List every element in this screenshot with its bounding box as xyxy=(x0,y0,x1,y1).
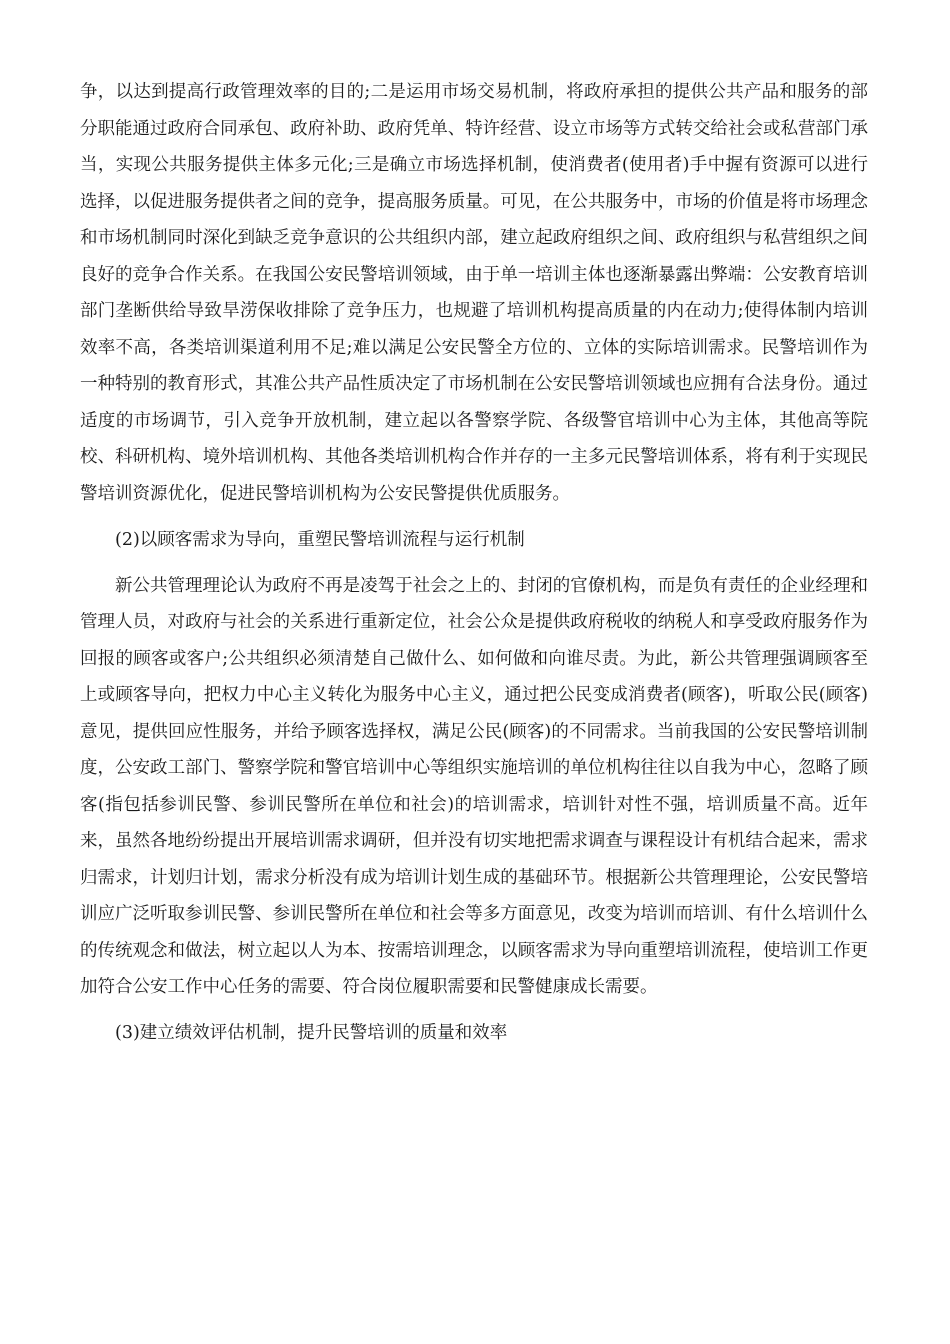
section-heading-2: (2)以顾客需求为导向，重塑民警培训流程与运行机制 xyxy=(115,529,525,550)
section-heading-3: (3)建立绩效评估机制，提升民警培训的质量和效率 xyxy=(115,1023,508,1043)
body-paragraph: 新公共管理理论认为政府不再是凌驾于社会之上的、封闭的官僚机构，而是负有责任的企业经理和管理人员，对政府与社会的关系进行重新定位，社会公众是提供政府税收的纳税人和享受政府服务作为回报的顾客或客户;公共组织必须清楚自己做什么、如何做和向谁尽责。为此，新公共管理强调顾客至上或顾客导向，把权力中心主义转化为服务中心主义，通过把公民变成消费者(顾客)，听取公民(顾客)意见，提供回应性服务，并给予顾客选择权，满足公民(顾客)的不同需求。当前我国的公安民警培训制度，公安政工部门、警察学院和警官培训中心等组织实施培训的单位机构往往以自我为中心，忽略了顾客(指包括参训民警、参训民警所在单位和社会)的培训需求，培训针对性不强，培训质量不高。近年来，虽然各地纷纷提出开展培训需求调研，但并没有切实地把需求调查与课程设计有机结合起来，需求归需求，计划归计划，需求分析没有成为培训计划生成的基础环节。根据新公共管理理论，公安民警培训应广泛听取参训民警、参训民警所在单位和社会等多方面意见，改变为培训而培训、有什么培训什么的传统观念和做法，树立起以人为本、按需培训理念，以顾客需求为导向重塑培训流程，使培训工作更加符合公安工作中心任务的需要、符合岗位履职需要和民警健康成长需要。 xyxy=(80,575,868,997)
document-body xyxy=(80,74,868,1052)
body-paragraph-continued: 争，以达到提高行政管理效率的目的;二是运用市场交易机制，将政府承担的提供公共产品和服务的部分职能通过政府合同承包、政府补助、政府凭单、特许经营、设立市场等方式转交给社会或私营部门承当，实现公共服务提供主体多元化;三是确立市场选择机制，使消费者(使用者)手中握有资源可以进行选择，以促进服务提供者之间的竞争，提高服务质量。可见，在公共服务中，市场的价值是将市场理念和市场机制同时深化到缺乏竞争意识的公共组织内部，建立起政府组织之间、政府组织与私营组织之间良好的竞争合作关系。在我国公安民警培训领域，由于单一培训主体也逐渐暴露出弊端：公安教育培训部门垄断供给导致旱涝保收排除了竞争压力，也规避了培训机构提高质量的内在动力;使得体制内培训效率不高，各类培训渠道利用不足;难以满足公安民警全方位的、立体的实际培训需求。民警培训作为一种特别的教育形式，其准公共产品性质决定了市场机制在公安民警培训领域也应拥有合法身份。通过适度的市场调节，引入竞争开放机制，建立起以各警察学院、各级警官培训中心为主体，其他高等院校、科研机构、境外培训机构、其他各类培训机构合作并存的一主多元民警培训体系，将有利于实现民警培训资源优化，促进民警培训机构为公安民警提供优质服务。 xyxy=(80,82,868,504)
